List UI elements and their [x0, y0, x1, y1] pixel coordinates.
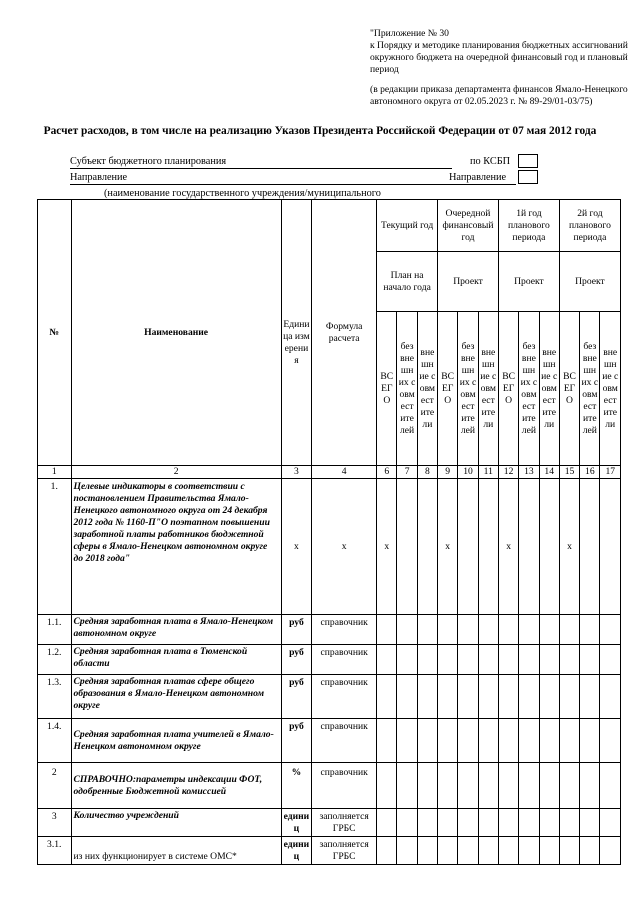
col-number: 16: [580, 466, 600, 479]
row-cell[interactable]: [539, 763, 559, 809]
row-formula: справочник: [312, 719, 377, 763]
row-cell[interactable]: [458, 809, 478, 837]
row-cell[interactable]: [519, 763, 539, 809]
row-cell[interactable]: [539, 479, 559, 615]
document-title: Расчет расходов, в том числе на реализацию Указов Президента Российской Федерации от 07 мая 2012 года: [43, 125, 597, 137]
direction-label: Направление: [70, 172, 128, 183]
header-ext-part: внешние совместители: [600, 312, 621, 466]
row-formula: заполняется ГРБС: [312, 809, 377, 837]
subject-label: Субъект бюджетного планирования: [70, 156, 227, 167]
row-formula: справочник: [312, 675, 377, 719]
row-cell[interactable]: [539, 837, 559, 865]
row-name: Средняя заработная платав сфере общего образования в Ямало-Ненецком автономном округе: [71, 675, 281, 719]
row-cell[interactable]: [519, 837, 539, 865]
header-unit: Единица измерения: [281, 200, 311, 466]
row-cell[interactable]: [478, 837, 498, 865]
row-cell[interactable]: [600, 763, 621, 809]
table-row: [38, 837, 621, 865]
row-formula: х: [312, 479, 377, 615]
row-num: 1.4.: [38, 719, 72, 763]
row-cell[interactable]: [438, 837, 458, 865]
row-cell[interactable]: [397, 837, 417, 865]
appendix-reference: к Порядку и методике планирования бюджетных ассигнований окружного бюджета на очередной финансовый год и плановый период: [370, 40, 628, 75]
header-no-part: без внешних совместителей: [458, 312, 478, 466]
row-cell[interactable]: [600, 675, 621, 719]
row-cell[interactable]: [580, 615, 600, 645]
ksbp-label: по КСБП: [470, 156, 511, 167]
row-num: 1.3.: [38, 675, 72, 719]
row-cell[interactable]: [559, 809, 579, 837]
row-cell[interactable]: [417, 675, 437, 719]
table-row: [38, 675, 621, 719]
row-cell[interactable]: [580, 645, 600, 675]
row-name: Средняя заработная плата учителей в Ямало-Ненецком автономном округе: [71, 719, 281, 763]
row-cell[interactable]: [559, 615, 579, 645]
row-cell[interactable]: [397, 719, 417, 763]
header-vsego: ВСЕГО: [438, 312, 458, 466]
row-cell[interactable]: х: [377, 479, 397, 615]
col-number: 15: [559, 466, 579, 479]
row-cell[interactable]: [559, 837, 579, 865]
col-number: 8: [417, 466, 437, 479]
table-row: [38, 479, 621, 615]
row-cell[interactable]: [377, 615, 397, 645]
row-cell[interactable]: [397, 615, 417, 645]
row-cell[interactable]: [498, 675, 518, 719]
row-num: 3: [38, 809, 72, 837]
row-unit: х: [281, 479, 311, 615]
table-row: [38, 809, 621, 837]
row-cell[interactable]: [377, 837, 397, 865]
row-cell[interactable]: [539, 675, 559, 719]
row-cell[interactable]: [458, 837, 478, 865]
row-cell[interactable]: [478, 615, 498, 645]
col-number: 9: [438, 466, 458, 479]
row-cell[interactable]: [377, 809, 397, 837]
row-cell[interactable]: [377, 675, 397, 719]
col-number: 11: [478, 466, 498, 479]
row-name: Средняя заработная плата в Тюменской области: [71, 645, 281, 675]
row-cell[interactable]: [478, 645, 498, 675]
row-cell[interactable]: [559, 675, 579, 719]
col-number: 3: [281, 466, 311, 479]
row-cell[interactable]: [519, 675, 539, 719]
row-cell[interactable]: [478, 479, 498, 615]
row-cell[interactable]: [458, 719, 478, 763]
ksbp-code-box[interactable]: [518, 154, 538, 168]
row-cell[interactable]: [397, 479, 417, 615]
row-cell[interactable]: [417, 837, 437, 865]
appendix-number: "Приложение № 30: [370, 28, 449, 39]
row-formula: заполняется ГРБС: [312, 837, 377, 865]
row-cell[interactable]: [539, 809, 559, 837]
row-name: Количество учреждений: [71, 809, 281, 837]
row-cell[interactable]: [580, 719, 600, 763]
header-ext-part: внешние совместители: [539, 312, 559, 466]
row-cell[interactable]: [498, 615, 518, 645]
row-unit: %: [281, 763, 311, 809]
header-vsego: ВСЕГО: [498, 312, 518, 466]
row-cell[interactable]: [600, 479, 621, 615]
header-no-part: без внешних совместителей: [519, 312, 539, 466]
row-cell[interactable]: [559, 763, 579, 809]
row-cell[interactable]: [377, 645, 397, 675]
row-cell[interactable]: [559, 645, 579, 675]
header-project-next: Проект: [438, 252, 499, 312]
row-cell[interactable]: [580, 763, 600, 809]
row-cell[interactable]: [498, 719, 518, 763]
header-no-part: без внешних совместителей: [397, 312, 417, 466]
header-num: №: [38, 200, 72, 466]
header-project-plan2: Проект: [559, 252, 620, 312]
header-plan-year-1: 1й год планового периода: [498, 200, 559, 252]
direction-code-box[interactable]: [518, 170, 538, 184]
header-name: Наименование: [71, 200, 281, 466]
col-number: 17: [600, 466, 621, 479]
row-cell[interactable]: [580, 675, 600, 719]
row-cell[interactable]: [417, 809, 437, 837]
col-number: 7: [397, 466, 417, 479]
row-cell[interactable]: [397, 675, 417, 719]
row-cell[interactable]: [559, 719, 579, 763]
row-cell[interactable]: [498, 809, 518, 837]
header-ext-part: внешние совместители: [417, 312, 437, 466]
row-unit: руб: [281, 675, 311, 719]
col-number: 12: [498, 466, 518, 479]
row-cell[interactable]: [438, 645, 458, 675]
row-cell[interactable]: [600, 719, 621, 763]
row-unit: руб: [281, 615, 311, 645]
row-formula: справочник: [312, 645, 377, 675]
row-cell[interactable]: х: [559, 479, 579, 615]
institution-note: (наименование государственного учреждения/муниципального: [104, 188, 381, 199]
row-num: 2: [38, 763, 72, 809]
row-cell[interactable]: [539, 645, 559, 675]
appendix-note: [370, 28, 632, 108]
row-name: из них функционирует в системе ОМС*: [71, 837, 281, 865]
row-name: Целевые индикаторы в соответствии с постановлением Правительства Ямало-Ненецкого автономного округа от 24 декабря 2012 года № 1160-П"О поэтапном повышении заработной платы работников бюджетной сферы в Ямало-Ненецком автономном округе до 2018 года": [71, 479, 281, 615]
row-unit: единиц: [281, 837, 311, 865]
col-number: 10: [458, 466, 478, 479]
header-vsego: ВСЕГО: [377, 312, 397, 466]
row-cell[interactable]: [417, 479, 437, 615]
row-cell[interactable]: [397, 763, 417, 809]
row-formula: справочник: [312, 763, 377, 809]
row-cell[interactable]: [478, 809, 498, 837]
row-cell[interactable]: [519, 809, 539, 837]
row-cell[interactable]: [458, 645, 478, 675]
row-cell[interactable]: [539, 719, 559, 763]
row-cell[interactable]: [539, 615, 559, 645]
row-cell[interactable]: [438, 719, 458, 763]
row-cell[interactable]: [498, 645, 518, 675]
row-num: 1.2.: [38, 645, 72, 675]
row-cell[interactable]: [458, 479, 478, 615]
header-next-year: Очередной финансовый год: [438, 200, 499, 252]
col-number: 6: [377, 466, 397, 479]
row-num: 1.1.: [38, 615, 72, 645]
row-cell[interactable]: [580, 809, 600, 837]
row-cell[interactable]: [600, 615, 621, 645]
col-number: 4: [312, 466, 377, 479]
row-cell[interactable]: [519, 719, 539, 763]
row-cell[interactable]: [600, 837, 621, 865]
row-cell[interactable]: [417, 719, 437, 763]
header-ext-part: внешние совместители: [478, 312, 498, 466]
row-cell[interactable]: [580, 837, 600, 865]
header-vsego: ВСЕГО: [559, 312, 579, 466]
col-number: 2: [71, 466, 281, 479]
row-num: 1.: [38, 479, 72, 615]
row-cell[interactable]: [458, 763, 478, 809]
table-row: [38, 645, 621, 675]
row-unit: руб: [281, 645, 311, 675]
row-cell[interactable]: [438, 675, 458, 719]
row-cell[interactable]: [600, 809, 621, 837]
direction-underline: [70, 184, 516, 185]
header-plan-year-2: 2й год планового периода: [559, 200, 620, 252]
row-cell[interactable]: [458, 675, 478, 719]
expense-table: [37, 199, 621, 865]
header-current-year: Текущий год: [377, 200, 438, 252]
row-cell[interactable]: [438, 809, 458, 837]
table-row: [38, 615, 621, 645]
row-cell[interactable]: [519, 615, 539, 645]
appendix-edition: (в редакции приказа департамента финансов Ямало-Ненецкого автономного округа от 02.05.2023 г. № 89-29/01-03/75): [370, 84, 628, 107]
row-cell[interactable]: [417, 763, 437, 809]
row-cell[interactable]: х: [438, 479, 458, 615]
header-no-part: без внешних совместителей: [580, 312, 600, 466]
row-cell[interactable]: [519, 479, 539, 615]
row-name: Средняя заработная плата в Ямало-Ненецком автономном округе: [71, 615, 281, 645]
row-cell[interactable]: [498, 763, 518, 809]
col-number: 13: [519, 466, 539, 479]
row-cell[interactable]: [600, 645, 621, 675]
row-cell[interactable]: [438, 763, 458, 809]
row-cell[interactable]: х: [498, 479, 518, 615]
row-cell[interactable]: [397, 645, 417, 675]
row-cell[interactable]: [478, 719, 498, 763]
header-plan-start: План на начало года: [377, 252, 438, 312]
row-unit: единиц: [281, 809, 311, 837]
col-number: 1: [38, 466, 72, 479]
row-cell[interactable]: [458, 615, 478, 645]
row-cell[interactable]: [478, 763, 498, 809]
row-cell[interactable]: [417, 645, 437, 675]
row-unit: руб: [281, 719, 311, 763]
header-formula: Формула расчета: [312, 200, 377, 466]
subject-underline: [70, 168, 452, 169]
table-row: [38, 719, 621, 763]
direction-right-label: Направление: [449, 172, 507, 183]
row-cell[interactable]: [478, 675, 498, 719]
row-cell[interactable]: [397, 809, 417, 837]
row-num: 3.1.: [38, 837, 72, 865]
header-project-plan1: Проект: [498, 252, 559, 312]
column-numbers-row: [38, 466, 621, 479]
table-row: [38, 763, 621, 809]
row-formula: справочник: [312, 615, 377, 645]
row-cell[interactable]: [377, 763, 397, 809]
col-number: 14: [539, 466, 559, 479]
row-name: СПРАВОЧНО:параметры индексации ФОТ, одобренные Бюджетной комиссией: [71, 763, 281, 809]
row-cell[interactable]: [377, 719, 397, 763]
row-cell[interactable]: [580, 479, 600, 615]
row-cell[interactable]: [417, 615, 437, 645]
row-cell[interactable]: [438, 615, 458, 645]
row-cell[interactable]: [519, 645, 539, 675]
row-cell[interactable]: [498, 837, 518, 865]
